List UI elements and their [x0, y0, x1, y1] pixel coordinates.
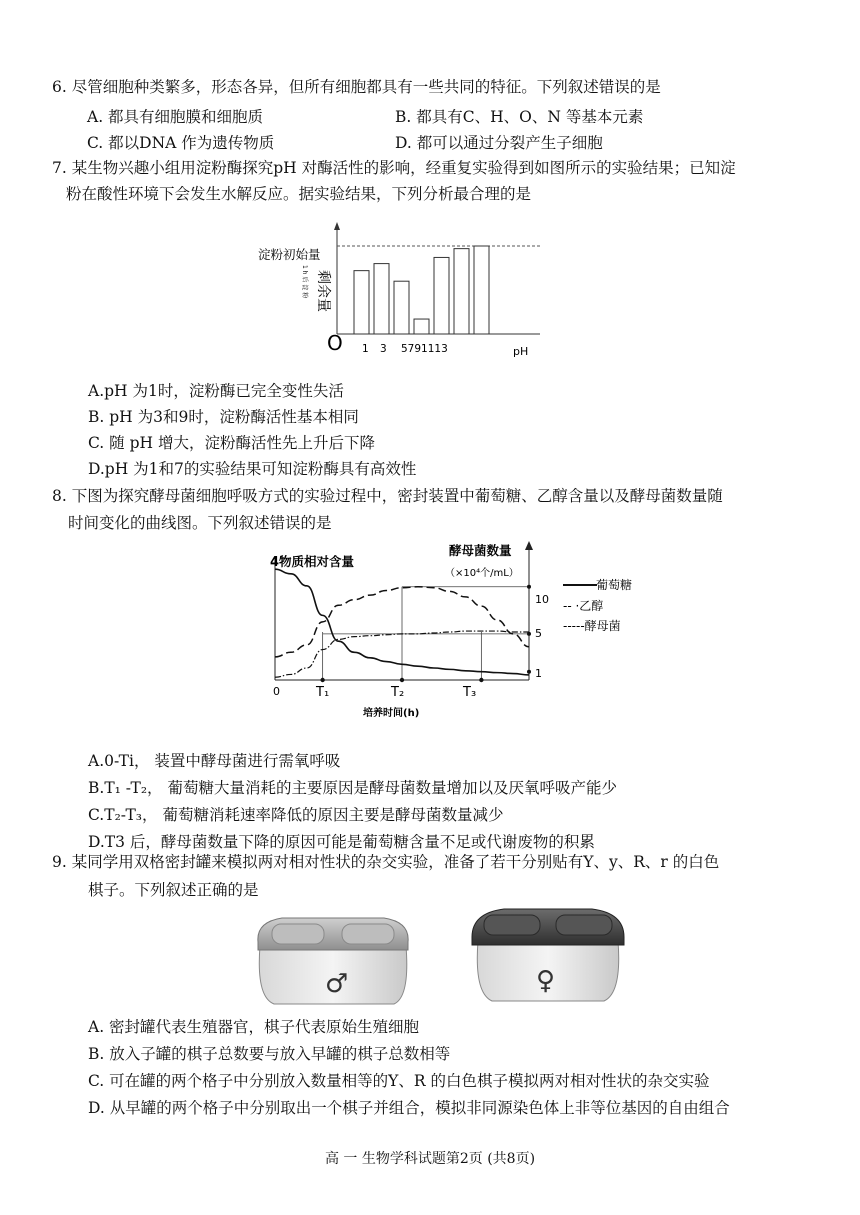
q8-option-d: D.T3 后，酵母菌数量下降的原因可能是葡萄糖含量不足或代谢废物的积累 — [88, 833, 595, 851]
x-tick-0: 0 — [273, 685, 280, 698]
x-tick-t1: T₁ — [316, 685, 330, 700]
female-canister-image — [468, 905, 628, 1005]
yeast-line-chart — [265, 538, 655, 720]
legend-yeast: -----酵母菌 — [563, 619, 621, 633]
tick-label-1: 1 — [362, 343, 369, 355]
left-axis-label: 物质相对含量 — [279, 554, 355, 569]
legend-glucose: 葡萄糖 — [596, 578, 633, 592]
q9-option-d: D. 从早罐的两个格子中分别取出一个棋子并组合，模拟非同源染色体上非等位基因的自由组合 — [88, 1099, 730, 1117]
bar-ph-3 — [374, 264, 389, 334]
bar-ph-1 — [354, 271, 369, 334]
bar-ph-11 — [454, 249, 469, 334]
right-tick-5: 5 — [535, 627, 542, 640]
bar-ph-9 — [434, 257, 449, 334]
q7-stem-line2: 粉在酸性环境下会发生水解反应。据实验结果，下列分析最合理的是 — [66, 185, 532, 203]
q7-stem-line1: 7. 某生物兴趣小组用淀粉酶探究pH 对酶活性的影响，经重复实验得到如图所示的实验结果；已知淀 — [52, 159, 736, 177]
bar-ph-5 — [394, 281, 409, 334]
right-tick-dot-0 — [527, 585, 531, 589]
q8-stem-line2: 时间变化的曲线图。下列叙述错误的是 — [68, 514, 332, 532]
ph-bar-chart — [255, 222, 545, 362]
q8-option-c: C.T₂-T₃， 葡萄糖消耗速率降低的原因主要是酵母菌数量减少 — [88, 806, 504, 824]
q6-option-a: A. 都具有细胞膜和细胞质 — [87, 108, 264, 126]
female-lid-left-cover — [484, 915, 540, 935]
initial-amount-label: 淀粉初始量 — [258, 247, 321, 262]
q8-stem-line1: 8. 下图为探究酵母菌细胞呼吸方式的实验过程中，密封装置中葡萄糖、乙醇含量以及酵母菌数量随 — [52, 487, 723, 505]
left-axis-tick-4: 4 — [270, 555, 280, 570]
q6-option-c: C. 都以DNA 作为遗传物质 — [87, 134, 275, 152]
q7-option-c: C. 随 pH 增大，淀粉酶活性先上升后下降 — [88, 434, 375, 452]
q7-option-a: A.pH 为1时，淀粉酶已完全变性失活 — [88, 382, 344, 400]
q9-stem-line1: 9. 某同学用双格密封罐来模拟两对相对性状的杂交实验，准备了若干分别贴有Y、y、R、r 的白色 — [52, 853, 720, 871]
x-tick-t2: T₂ — [391, 685, 405, 700]
time-marker-t1 — [320, 678, 324, 682]
q8-option-b: B.T₁ -T₂， 葡萄糖大量消耗的主要原因是酵母菌数量增加以及厌氧呼吸产能少 — [88, 779, 617, 797]
female-lid-right-cover — [556, 915, 612, 935]
male-lid-left-cover — [272, 924, 324, 944]
y-small-label: 1 h 后 淀 粉 — [301, 265, 308, 299]
q7-option-b: B. pH 为3和9时，淀粉酶活性基本相同 — [88, 408, 359, 426]
q9-option-c: C. 可在罐的两个格子中分别放入数量相等的Y、R 的白色棋子模拟两对相对性状的杂交实验 — [88, 1072, 710, 1090]
right-tick-dot-2 — [527, 670, 531, 674]
female-symbol: ♀ — [536, 966, 556, 996]
right-tick-1: 1 — [535, 667, 542, 680]
page-footer: 高 一 生物学科试题第2页 (共8页) — [324, 1151, 536, 1167]
legend-ethanol: -- ·乙醇 — [563, 599, 604, 613]
right-tick-10: 10 — [535, 593, 549, 606]
q9-stem-line2: 棋子。下列叙述正确的是 — [88, 881, 259, 899]
time-marker-t3 — [479, 678, 483, 682]
x-axis-label: pH — [513, 345, 529, 358]
tick-label-5791113: 5791113 — [401, 343, 448, 355]
x-axis-label: 培养时间(h) — [363, 708, 420, 719]
right-tick-dot-1 — [527, 632, 531, 636]
bar-ph-13 — [474, 246, 489, 334]
q6-stem: 6. 尽管细胞种类繁多，形态各异，但所有细胞都具有一些共同的特征。下列叙述错误的是 — [52, 78, 661, 96]
time-marker-t2 — [400, 678, 404, 682]
q8-option-a: A.0-Ti， 装置中酵母菌进行需氧呼吸 — [88, 752, 341, 770]
q9-option-a: A. 密封罐代表生殖器官，棋子代表原始生殖细胞 — [88, 1018, 420, 1036]
right-axis-unit: （×10⁴个/mL） — [445, 568, 519, 579]
tick-label-3: 3 — [380, 343, 387, 355]
right-axis-arrow — [525, 541, 533, 550]
right-axis-label: 酵母菌数量 — [449, 543, 512, 558]
bar-ph-7 — [414, 319, 429, 334]
x-tick-t3: T₃ — [463, 685, 477, 700]
q6-option-b: B. 都具有C、H、O、N 等基本元素 — [395, 108, 644, 126]
q7-option-d: D.pH 为1和7的实验结果可知淀粉酶具有高效性 — [88, 460, 417, 478]
q6-option-d: D. 都可以通过分裂产生子细胞 — [395, 134, 603, 152]
male-symbol: ♂ — [325, 969, 349, 999]
y-axis-arrow — [334, 222, 340, 230]
male-lid-right-cover — [342, 924, 394, 944]
q9-option-b: B. 放入子罐的棋子总数要与放入早罐的棋子总数相等 — [88, 1045, 451, 1063]
y-axis-label: 剩余量 — [315, 270, 331, 312]
origin-label: O — [327, 331, 343, 355]
male-canister-image — [252, 912, 414, 1008]
